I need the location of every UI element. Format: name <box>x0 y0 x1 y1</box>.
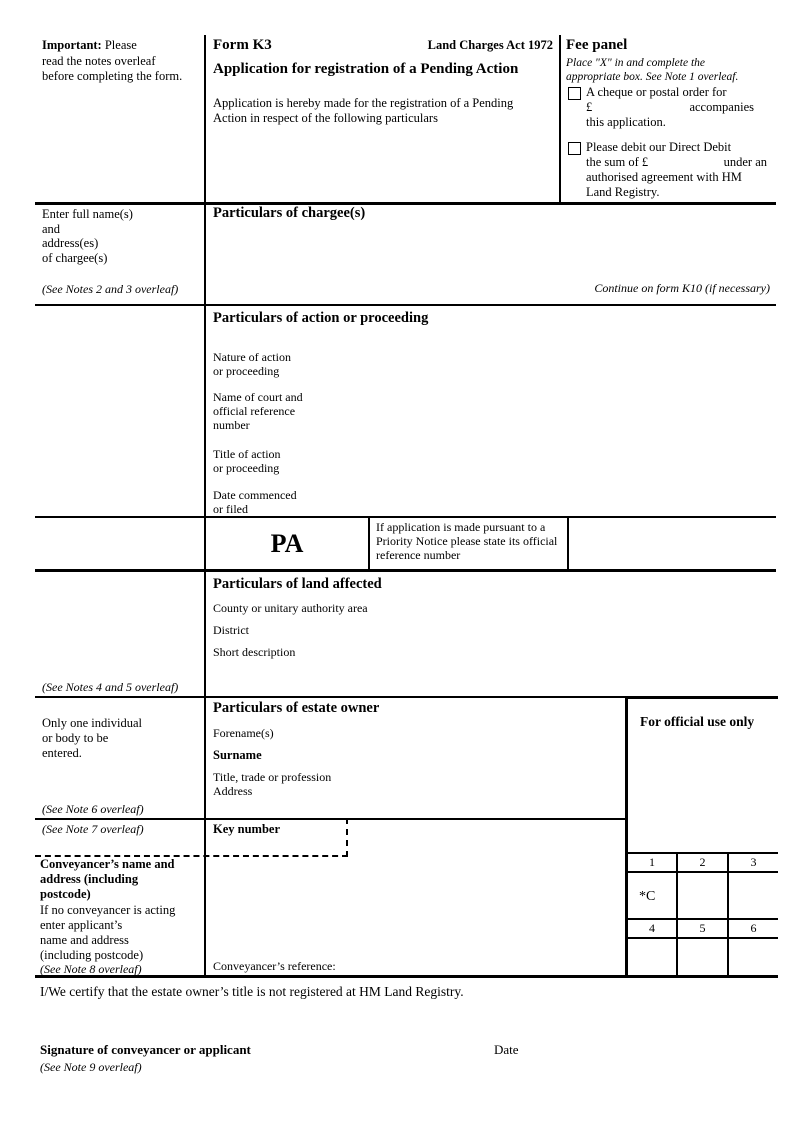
grid-cell-label-6: 6 <box>750 921 757 935</box>
court-name-field[interactable] <box>330 388 560 432</box>
surname-label: Surname <box>213 748 262 762</box>
county-label: County or unitary authority area <box>213 601 368 615</box>
direct-debit-checkbox[interactable] <box>568 142 581 155</box>
estate-side-line1: Only one individual <box>42 716 142 730</box>
cheque-option-line2 <box>586 100 754 115</box>
grid-cell-label-4: 4 <box>649 921 655 935</box>
divider-priority-right <box>567 516 569 570</box>
title-of-action-label-line1: Title of action <box>213 447 281 461</box>
continue-k10-note: Continue on form K10 (if necessary) <box>594 281 770 295</box>
divider-left-column <box>204 35 206 975</box>
official-grid-line-2 <box>625 871 778 873</box>
district-label: District <box>213 623 249 637</box>
grid-cell-label-5: 5 <box>699 921 706 935</box>
nature-of-action-field[interactable] <box>310 348 560 378</box>
estate-side-line3: entered. <box>42 746 82 760</box>
cheque-currency-symbol: £ <box>586 100 593 114</box>
cheque-accompanies-text: accompanies <box>689 100 754 114</box>
date-commenced-label-line1: Date commenced <box>213 488 297 502</box>
date-label: Date <box>494 1042 519 1057</box>
address-label: Address <box>213 784 253 798</box>
conveyancer-side-note: (See Note 8 overleaf) <box>40 962 142 976</box>
date-commenced-field[interactable] <box>320 486 560 514</box>
signature-field[interactable] <box>290 1035 480 1065</box>
divider-pa-row-bottom <box>35 569 776 572</box>
title-trade-field[interactable] <box>360 768 620 783</box>
chargee-side-line2: and <box>42 221 61 236</box>
cheque-checkbox[interactable] <box>568 87 581 100</box>
conveyancer-address-label-line1: Conveyancer’s name and <box>40 857 175 871</box>
official-use-heading: For official use only <box>640 714 755 729</box>
short-description-field[interactable] <box>330 643 760 660</box>
chargee-side-line3: address(es) <box>42 236 99 250</box>
chargee-side-line1: Enter full name(s) <box>42 207 133 221</box>
direct-debit-line2 <box>586 155 767 170</box>
estate-heading: Particulars of estate owner <box>213 700 380 716</box>
conveyancer-address-field[interactable] <box>350 858 620 954</box>
form-id: Form K3 <box>213 37 272 53</box>
official-box-top-border <box>625 696 778 699</box>
conveyancer-address-label-line3: postcode) <box>40 887 91 901</box>
estate-side-note: (See Note 6 overleaf) <box>42 802 144 816</box>
direct-debit-line4: Land Registry. <box>586 185 660 199</box>
divider-estate-bottom <box>35 818 625 820</box>
conveyancer-reference-label: Conveyancer’s reference: <box>213 959 336 973</box>
land-heading: Particulars of land affected <box>213 576 382 592</box>
forenames-field[interactable] <box>300 724 620 741</box>
divider-form-bottom <box>35 975 778 978</box>
important-note-line3: before completing the form. <box>42 69 183 83</box>
title-of-action-label-line2: or proceeding <box>213 461 280 475</box>
conveyancer-reference-field[interactable] <box>345 957 620 975</box>
direct-debit-under-text: under an <box>723 155 767 169</box>
court-name-label-line2: official reference <box>213 404 296 418</box>
chargee-heading: Particulars of chargee(s) <box>213 205 366 221</box>
signature-label: Signature of conveyancer or applicant <box>40 1042 251 1057</box>
direct-debit-line3: authorised agreement with HM <box>586 170 742 184</box>
official-grid-line-4 <box>625 937 778 939</box>
cheque-option-line3: this application. <box>586 115 666 129</box>
conveyancer-address-label-line2: address (including <box>40 872 139 886</box>
certification-text: I/We certify that the estate owner’s title is not registered at HM Land Registry. <box>40 984 464 999</box>
application-intro-line1: Application is hereby made for the registration of a Pending <box>213 96 514 110</box>
chargee-side-line4: of chargee(s) <box>42 250 108 265</box>
priority-reference-field[interactable] <box>570 518 775 568</box>
short-description-label: Short description <box>213 645 296 659</box>
conveyancer-address-label-line5: enter applicant’s <box>40 918 123 932</box>
official-grid-line-1 <box>625 852 778 854</box>
grid-cell-label-1: 1 <box>649 855 655 869</box>
official-box-left-border <box>625 696 628 978</box>
important-label: Important: <box>42 38 102 52</box>
priority-notice-label-line1: If application is made pursuant to a <box>376 520 546 534</box>
estate-side-line2: or body to be <box>42 731 109 745</box>
nature-of-action-label-line2: or proceeding <box>213 364 280 378</box>
divider-fee-panel <box>559 35 561 202</box>
key-number-dashed-vertical <box>346 818 348 857</box>
conveyancer-address-label-line6: name and address <box>40 933 129 947</box>
official-stamp-c: *C <box>639 889 656 904</box>
form-title: Application for registration of a Pending Action <box>213 61 519 77</box>
cheque-option-line1: A cheque or postal order for <box>586 85 727 99</box>
priority-notice-label-line3: reference number <box>376 548 461 562</box>
official-grid-column-2 <box>727 852 729 975</box>
act-title: Land Charges Act 1972 <box>427 38 553 52</box>
direct-debit-sum-text: the sum of £ <box>586 155 649 169</box>
date-commenced-label-line2: or filed <box>213 502 248 516</box>
title-trade-label: Title, trade or profession <box>213 770 332 784</box>
signature-side-note: (See Note 9 overleaf) <box>40 1060 142 1074</box>
direct-debit-line1: Please debit our Direct Debit <box>586 140 732 154</box>
divider-pa-priority <box>368 516 370 570</box>
land-side-note: (See Notes 4 and 5 overleaf) <box>42 680 179 694</box>
important-note-line2: read the notes overleaf <box>42 53 156 68</box>
important-rest: Please <box>101 38 137 52</box>
fee-panel-instruction-line2: appropriate box. See Note 1 overleaf. <box>566 71 739 83</box>
priority-notice-label-line2: Priority Notice please state its official <box>376 534 558 548</box>
chargee-details-field[interactable] <box>213 228 768 278</box>
court-name-label-line1: Name of court and <box>213 390 303 404</box>
surname-field[interactable] <box>300 746 620 763</box>
county-field[interactable] <box>400 599 760 616</box>
fee-panel-instruction-line1: Place "X" in and complete the <box>566 57 705 69</box>
conveyancer-address-label-line4: If no conveyancer is acting <box>40 903 176 917</box>
key-number-label: Key number <box>213 822 281 836</box>
date-field[interactable] <box>530 1035 690 1065</box>
key-number-side-note: (See Note 7 overleaf) <box>42 822 144 836</box>
header-title-row <box>213 38 553 53</box>
official-grid-line-3 <box>625 918 778 920</box>
pa-code: PA <box>270 528 304 558</box>
forenames-label: Forename(s) <box>213 726 274 740</box>
court-name-label-line3: number <box>213 418 250 432</box>
action-heading: Particulars of action or proceeding <box>213 310 429 326</box>
grid-cell-label-3: 3 <box>750 855 757 869</box>
conveyancer-address-label-line7: (including postcode) <box>40 948 144 962</box>
district-field[interactable] <box>300 621 600 638</box>
nature-of-action-label-line1: Nature of action <box>213 350 291 364</box>
fee-panel-title: Fee panel <box>566 37 628 53</box>
important-note-line1 <box>42 38 137 53</box>
key-number-field[interactable] <box>290 822 344 852</box>
divider-header-bottom <box>35 202 776 205</box>
address-field[interactable] <box>300 782 620 816</box>
title-of-action-field[interactable] <box>310 445 560 475</box>
divider-chargee-bottom <box>35 304 776 306</box>
official-grid-column-1 <box>676 852 678 975</box>
chargee-side-note: (See Notes 2 and 3 overleaf) <box>42 282 179 296</box>
grid-cell-label-2: 2 <box>699 855 706 869</box>
divider-land-bottom <box>35 696 627 698</box>
application-intro-line2: Action in respect of the following particulars <box>213 111 438 125</box>
